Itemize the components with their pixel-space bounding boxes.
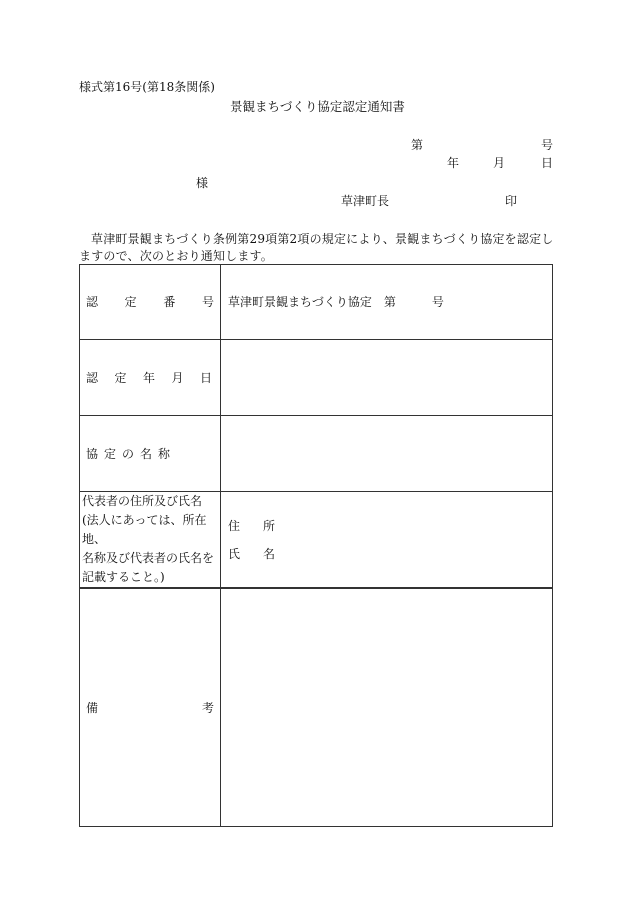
label-char: 協 [86,446,99,461]
cert-number-dai: 第 [383,295,396,309]
form-number: 様式第16号(第18条関係) [79,80,215,94]
document-title: 景観まちづくり協定認定通知書 [230,99,405,114]
label-representative [80,492,221,589]
label-char: 定 [124,295,137,309]
body-paragraph: 草津町景観まちづくり条例第29項第2項の規定により、景観まちづくり協定を認定しますので、次のとおり通知します。 [79,232,554,263]
label-char: 定 [103,446,116,461]
row-agreement-name [80,416,553,492]
row-cert-number [80,265,553,340]
name-label: 氏 名 [228,546,275,561]
label-char: 名 [139,446,152,461]
number-go: 号 [541,138,554,152]
value-representative[interactable] [221,492,553,589]
label-char: 備 [86,700,99,715]
value-remarks[interactable] [221,588,553,827]
label-char: 認 [86,295,99,309]
label-char: 定 [114,370,127,385]
label-cert-number [80,265,221,340]
label-char: 日 [199,370,212,385]
value-cert-number[interactable] [221,265,553,340]
label-remarks [80,588,221,827]
cert-number-prefix: 草津町景観まちづくり協定 [228,295,372,309]
issuer-mayor: 草津町長 [341,194,390,208]
value-cert-date[interactable] [221,340,553,416]
row-remarks [80,588,553,827]
row-cert-date [80,340,553,416]
label-char: 月 [171,370,184,385]
label-char: 番 [163,295,176,309]
label-char: 号 [201,295,214,309]
date-year: 年 [447,156,460,170]
label-agreement-name [80,416,221,492]
address-label: 住 所 [228,518,275,533]
number-dai: 第 [411,138,424,152]
cert-number-go: 号 [431,295,444,309]
date-day: 日 [541,156,554,170]
issuer-seal: 印 [505,194,518,208]
value-agreement-name[interactable] [221,416,553,492]
label-char: 認 [86,370,99,385]
recipient-honorific: 様 [196,176,209,190]
label-char: 称 [157,446,170,461]
label-char: 年 [142,370,155,385]
notification-table [79,264,553,827]
date-month: 月 [493,156,506,170]
representative-label: 代表者の住所及び氏名 (法人にあっては、所在地、 名称及び代表者の氏名を 記載すること。) [82,494,215,584]
row-representative [80,492,553,589]
label-cert-date [80,340,221,416]
label-char: 考 [201,700,214,715]
label-char: の [121,446,134,461]
